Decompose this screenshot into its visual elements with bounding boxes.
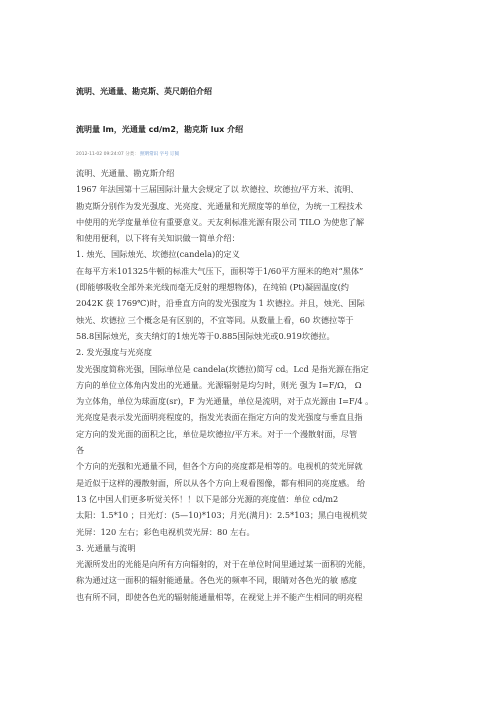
body-line: 方向的单位立体角内发出的光通量。光源辐射是均匀时，则光 强为 I=F/Ω， Ω [76, 379, 362, 390]
body-line: (即能够吸收全部外来光线而毫无反射的理想物体)，在纯铂 (Pt)凝固温度(约 [76, 282, 349, 293]
body-line: 2. 发光强度与光亮度 [76, 347, 152, 358]
body-line: 烛光、坎德拉 三个概念是有区别的，不宜等同。从数量上看，60 坎德拉等于 [76, 314, 354, 325]
page-title: 流明、光通量、勘克斯、英尺朗伯介绍 [76, 87, 212, 96]
body-line: 流明、光通量、勘克斯介绍 [76, 168, 175, 178]
article-meta [76, 151, 179, 157]
body-line: 1. 烛光、国际烛光、坎德拉(candela)的定义 [76, 249, 240, 260]
body-line: 在每平方米101325牛顿的标准大气压下，面积等于1/60平方厘米的绝对“黑体” [76, 265, 364, 276]
body-line: 勘克斯分别作为发光强度、光亮度、光通量和光照度等的单位，为统一工程技术 [76, 200, 363, 211]
body-line: 各 [76, 445, 85, 456]
article-title: 流明量 lm，光通量 cd/m2，勘克斯 lux 介绍 [76, 125, 244, 134]
body-line: 发光强度简称光强，国际单位是 candela(坎德拉)简写 cd。Lcd 是指光源在指定 [76, 363, 369, 374]
category-link[interactable]: 照明常识 [140, 152, 159, 157]
body-line: 2042K 获 1769℃)时，沿垂直方向的发光强度为 1 坎德拉。并且，烛光、国际 [76, 298, 365, 309]
body-line: 太阳：1.5*10 ；日光灯：(5—10)*103；月光(满月)：2.5*103；黑白电视机荧 [76, 510, 368, 521]
body-line: 1967 年法国第十三届国际计量大会规定了以 坎德拉、坎德拉/平方米、流明、 [76, 184, 359, 195]
body-line: 为立体角，单位为球面度(sr)，F 为光通量，单位是流明，对于点光源由 I=F/4 。 [76, 396, 374, 407]
body-line: 13 亿中国人们更多听觉关怀！！以下是部分光源的亮度值：单位 cd/m2 [76, 493, 339, 504]
body-line: 是近似于这样的漫散射面，所以从各个方向上观看图像，都有相同的亮度感。 给 [76, 477, 366, 488]
body-line: 称为通过这一面积的辐射能通量。各色光的频率不同，眼睛对各色光的敏 感度 [76, 575, 357, 586]
article-body [76, 165, 426, 605]
body-line: 3. 光通量与流明 [76, 542, 136, 553]
body-line: 和使用便利，以下将有关知识做一简单介绍： [76, 233, 240, 244]
body-line: 也有所不同，即使各色光的辐射能通量相等，在视觉上并不能产生相同的明亮程 [76, 591, 363, 602]
body-line: 58.8国际烛光，亥夫纳灯的1烛光等于0.885国际烛光或0.919坎德拉。 [76, 330, 335, 341]
body-line: 定方向的发光面的面积之比，单位是坎德拉/平方米。对于一个漫散射面，尽管 [76, 428, 358, 439]
body-line: 光亮度是表示发光面明亮程度的，指发光表面在指定方向的发光强度与垂直且指 [76, 412, 363, 423]
category-label: 分类： [125, 152, 139, 157]
body-line: 中使用的光学度量单位有重要意义。天友利标准光源有限公司 TILO 为使您了解 [76, 216, 365, 227]
body-line: 光源所发出的光能是向所有方向辐射的，对于在单位时间里通过某一面积的光能， [76, 559, 371, 570]
font-size-subscribe-links[interactable]: 字号 订阅 [159, 152, 180, 157]
body-line: 个方向的光强和光通量不同，但各个方向的亮度都是相等的。电视机的荧光屏就 [76, 461, 363, 472]
article-date: 2012-11-02 09:24:07 [76, 152, 124, 157]
body-line: 光屏：120 左右；彩色电视机荧光屏：80 左右。 [76, 526, 255, 537]
